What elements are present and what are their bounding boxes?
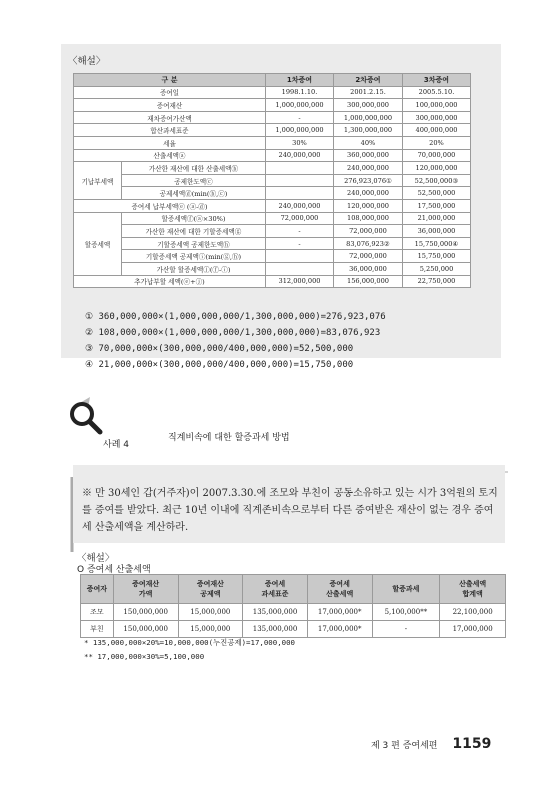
table-row <box>74 250 471 263</box>
cell-value: - <box>266 237 334 250</box>
cell-value: 52,500,000③ <box>403 174 471 187</box>
cell-value: 240,000,000 <box>334 162 403 175</box>
row-group-label: 기납부세액 <box>74 162 122 200</box>
cell-value: 17,500,000 <box>403 199 471 212</box>
column-header: 증여세 과세표준 <box>243 575 308 604</box>
cell-value: 36,000,000 <box>334 262 403 275</box>
cell-value: 70,000,000 <box>403 149 471 162</box>
column-header: 증여재산 가액 <box>113 575 178 604</box>
row-label: 기할증세액 공제한도액ⓗ <box>122 237 266 250</box>
table-row <box>74 136 471 149</box>
calc-line-3: ③ 70,000,000×(300,000,000/400,000,000)=52,500,000 <box>85 344 354 354</box>
cell-value: 300,000,000 <box>334 99 403 112</box>
row-label: 할증세액ⓕ(ⓐ×30%) <box>122 212 266 225</box>
cell-value <box>266 174 334 187</box>
column-header: 증여세 산출세액 <box>307 575 372 604</box>
page-footer <box>371 736 491 752</box>
row-label: 가산한 재산에 대한 기할증세액ⓖ <box>122 225 266 238</box>
header-1st: 1차증여 <box>266 74 334 87</box>
header-2nd: 2차증여 <box>334 74 403 87</box>
table-row <box>74 237 471 250</box>
cell-value: 360,000,000 <box>334 149 403 162</box>
cell-value: 40% <box>334 136 403 149</box>
section1-heading: 〈해설〉 <box>68 56 106 67</box>
cell-value: 400,000,000 <box>403 124 471 137</box>
cell-value: 312,000,000 <box>266 275 334 288</box>
row-group-label: 할증세액 <box>74 212 122 275</box>
cell-value: 240,000,000 <box>266 149 334 162</box>
cell-value: 100,000,000 <box>403 99 471 112</box>
table-cell: 부친 <box>81 621 114 638</box>
table-cell: 22,100,000 <box>440 604 506 621</box>
row-label: 기할증세액 공제액ⓘ(min(ⓖ,ⓗ) <box>122 250 266 263</box>
cell-value: 2001.2.15. <box>334 86 403 99</box>
cell-value: 72,000,000 <box>266 212 334 225</box>
case-title: 직계비속에 대한 할증과세 방법 <box>168 433 290 443</box>
table-row <box>74 187 471 200</box>
row-label: 증여재산 <box>74 99 266 112</box>
column-header: 증여자 <box>81 575 114 604</box>
table-cell: - <box>372 621 440 638</box>
cell-value <box>266 187 334 200</box>
cell-value <box>266 250 334 263</box>
row-label: 합산과세표준 <box>74 124 266 137</box>
table-row <box>74 149 471 162</box>
table-row <box>74 162 471 175</box>
table-row <box>74 212 471 225</box>
cell-value: 156,000,000 <box>334 275 403 288</box>
table-cell: 135,000,000 <box>243 621 308 638</box>
row-label: 세율 <box>74 136 266 149</box>
tax-table <box>73 73 471 288</box>
cell-value <box>266 262 334 275</box>
table-cell: 17,000,000* <box>307 604 372 621</box>
table-row <box>81 621 506 638</box>
gift-tax-table <box>80 574 506 638</box>
table-row <box>74 225 471 238</box>
row-label: 가산할 할증세액ⓙ(ⓕ-ⓘ) <box>122 262 266 275</box>
row-label: 증여세 납부세액ⓔ (ⓐ-ⓓ) <box>74 199 266 212</box>
cell-value: 22,750,000 <box>403 275 471 288</box>
column-header: 산출세액 합계액 <box>440 575 506 604</box>
section2-heading: 〈해설〉 <box>77 553 115 564</box>
cell-value: 120,000,000 <box>403 162 471 175</box>
row-label: 추가납부할 세액(ⓔ+ⓙ) <box>74 275 266 288</box>
cell-value: 300,000,000 <box>403 111 471 124</box>
cell-value: 52,500,000 <box>403 187 471 200</box>
table-cell: 150,000,000 <box>113 604 178 621</box>
table-cell: 5,100,000** <box>372 604 440 621</box>
table-row <box>81 604 506 621</box>
calc-line-1: ① 360,000,000×(1,000,000,000/1,300,000,000)=276,923,076 <box>85 312 386 322</box>
cell-value: 1,000,000,000 <box>266 99 334 112</box>
cell-value: 120,000,000 <box>334 199 403 212</box>
table-cell: 135,000,000 <box>243 604 308 621</box>
table-cell: 조모 <box>81 604 114 621</box>
cell-value: 72,000,000 <box>334 250 403 263</box>
table-cell: 15,000,000 <box>178 621 243 638</box>
cell-value: 20% <box>403 136 471 149</box>
row-label: 공제세액ⓓ(min(ⓑ,ⓒ) <box>122 187 266 200</box>
cell-value: 1,000,000,000 <box>266 124 334 137</box>
note-2: ** 17,000,000×30%=5,100,000 <box>84 652 205 661</box>
cell-value: 15,750,000 <box>403 250 471 263</box>
table-row <box>74 275 471 288</box>
table-cell: 150,000,000 <box>113 621 178 638</box>
cell-value: 108,000,000 <box>334 212 403 225</box>
row-label: 재차증여가산액 <box>74 111 266 124</box>
magnifier-icon <box>66 398 106 438</box>
cell-value: 36,000,000 <box>403 225 471 238</box>
section2-subheading: O 증여세 산출세액 <box>77 565 151 575</box>
table-cell: 17,000,000* <box>307 621 372 638</box>
page-number: 1159 <box>452 736 492 752</box>
cell-value: 240,000,000 <box>334 187 403 200</box>
cell-value: 240,000,000 <box>266 199 334 212</box>
column-header: 증여재산 공제액 <box>178 575 243 604</box>
table-row <box>74 99 471 112</box>
row-label: 증여일 <box>74 86 266 99</box>
cell-value: 83,076,923② <box>334 237 403 250</box>
calc-line-2: ② 108,000,000×(1,000,000,000/1,300,000,000)=83,076,923 <box>85 328 381 338</box>
cell-value: - <box>266 111 334 124</box>
table-row <box>74 86 471 99</box>
header-3rd: 3차증여 <box>403 74 471 87</box>
cell-value: 30% <box>266 136 334 149</box>
table-row <box>74 174 471 187</box>
row-label: 가산한 재산에 대한 산출세액ⓑ <box>122 162 266 175</box>
table-cell: 15,000,000 <box>178 604 243 621</box>
table-row <box>74 124 471 137</box>
table-row <box>74 111 471 124</box>
column-header: 할증과세 <box>372 575 440 604</box>
cell-value: 1,300,000,000 <box>334 124 403 137</box>
footer-part: 제 3 편 증여세편 <box>371 741 438 751</box>
cell-value: 15,750,000④ <box>403 237 471 250</box>
row-label: 산출세액ⓐ <box>74 149 266 162</box>
cell-value: 1,000,000,000 <box>334 111 403 124</box>
cell-value: 1998.1.10. <box>266 86 334 99</box>
header-category: 구 분 <box>74 74 266 87</box>
row-label: 공제한도액ⓒ <box>122 174 266 187</box>
cell-value <box>266 162 334 175</box>
cell-value: 5,250,000 <box>403 262 471 275</box>
cell-value: 276,923,076① <box>334 174 403 187</box>
table-row <box>74 199 471 212</box>
table-row <box>74 262 471 275</box>
cell-value: 72,000,000 <box>334 225 403 238</box>
note-1: * 135,000,000×20%=10,000,000(누진공제)=17,000,000 <box>84 638 295 647</box>
case-label: 사례 4 <box>103 440 129 450</box>
calc-line-4: ④ 21,000,000×(300,000,000/400,000,000)=15,750,000 <box>85 360 354 370</box>
cell-value: 2005.5.10. <box>403 86 471 99</box>
case-text: ※ 만 30세인 갑(거주자)이 2007.3.30.에 조모와 부친이 공동소유하고 있는 시가 3억원의 토지를 증여를 받았다. 최근 10년 이내에 직계존비속으로부터 다른 증여받은 재산이 없는 경우 증여세 산출세액을 계산하라. <box>82 488 498 533</box>
cell-value: - <box>266 225 334 238</box>
cell-value: 21,000,000 <box>403 212 471 225</box>
table-cell: 17,000,000 <box>440 621 506 638</box>
